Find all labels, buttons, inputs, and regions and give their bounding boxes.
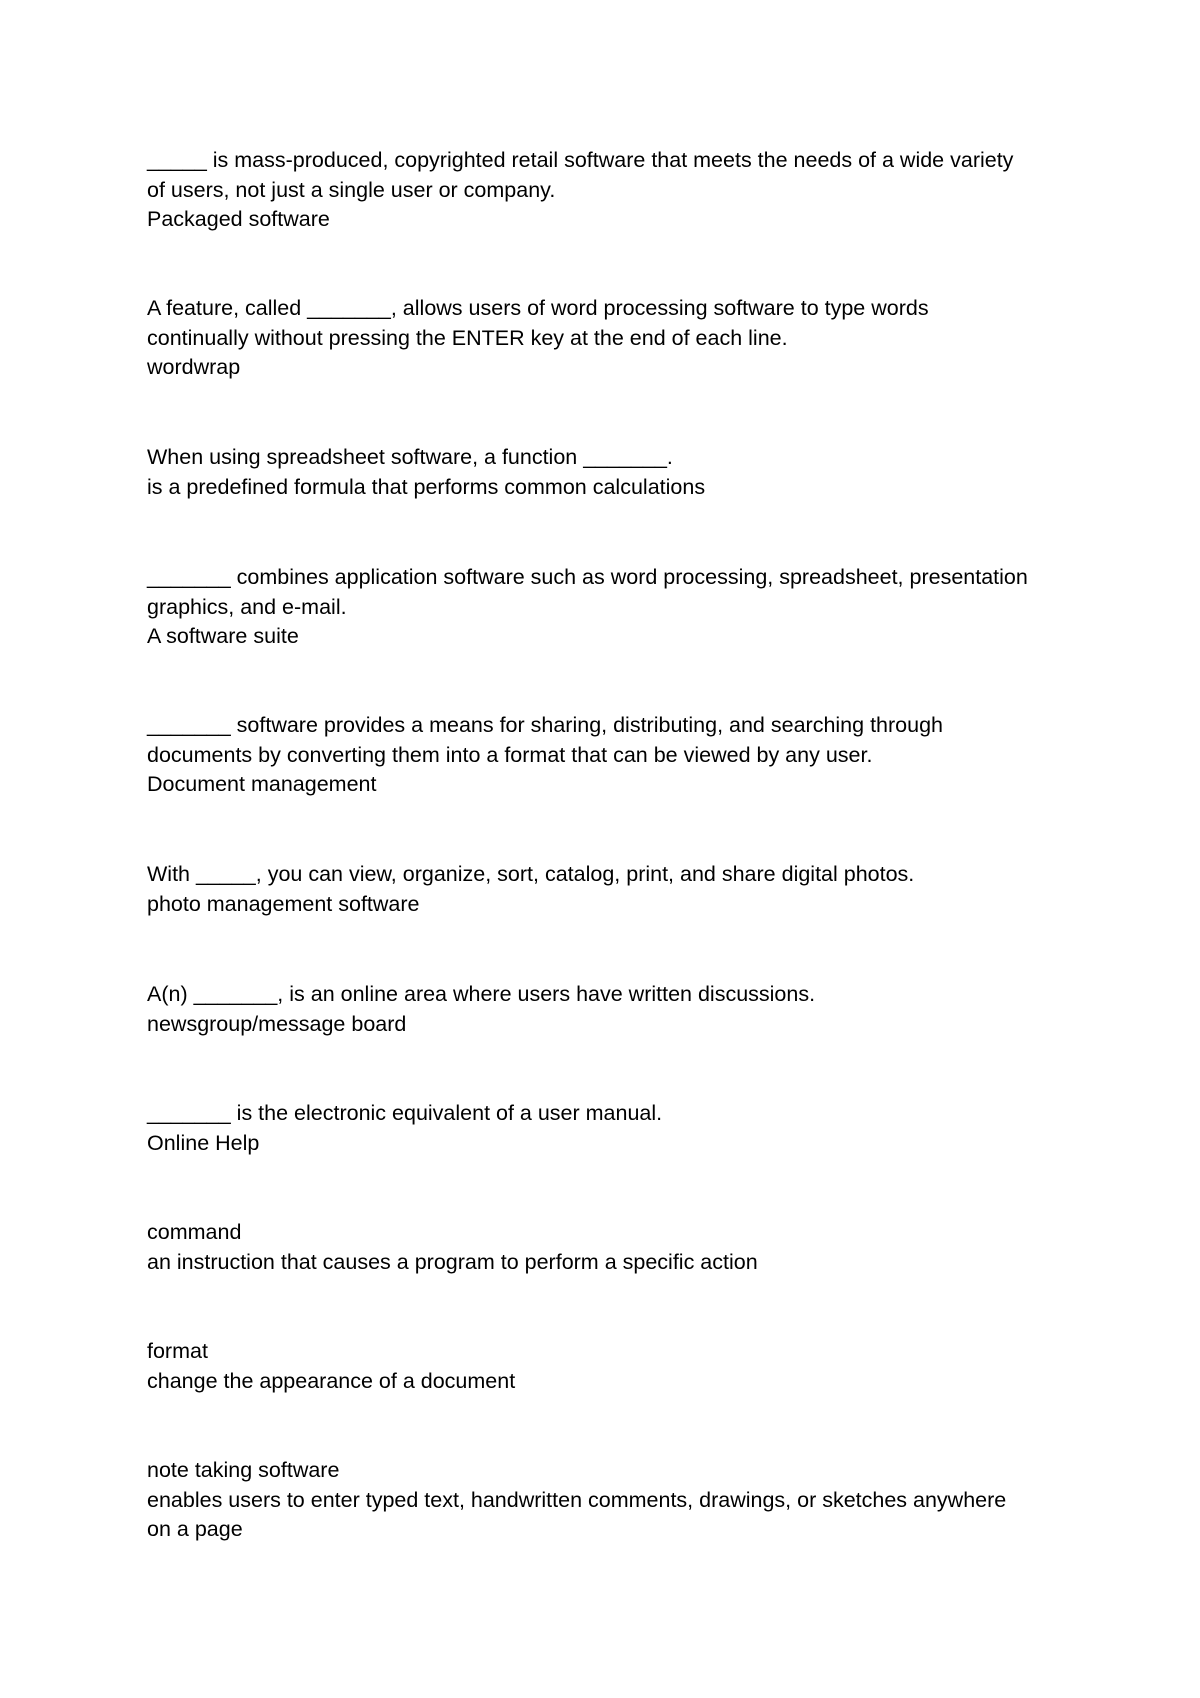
answer-line: Online Help xyxy=(147,1130,260,1155)
flashcard-entry xyxy=(147,980,1067,1039)
flashcard-entry xyxy=(147,860,1067,919)
flashcard-entry xyxy=(147,563,1067,652)
question-line: _____ is mass-produced, copyrighted retail software that meets the needs of a wide variety xyxy=(147,148,1014,172)
answer-line: photo management software xyxy=(147,891,420,916)
question-line: A feature, called _______, allows users of word processing software to type words xyxy=(147,296,929,320)
question-line: graphics, and e-mail. xyxy=(147,594,347,619)
question-line: With _____, you can view, organize, sort, catalog, print, and share digital photos. xyxy=(147,862,915,886)
flashcard-entry xyxy=(147,146,1067,235)
flashcard-entry xyxy=(147,1456,1067,1545)
answer-line: an instruction that causes a program to perform a specific action xyxy=(147,1249,758,1274)
answer-line: wordwrap xyxy=(147,355,241,379)
question-line: When using spreadsheet software, a function _______. xyxy=(147,445,673,469)
question-line: _______ software provides a means for sharing, distributing, and searching through xyxy=(147,713,943,737)
question-line: _______ is the electronic equivalent of a user manual. xyxy=(147,1101,663,1125)
question-line: _______ combines application software such as word processing, spreadsheet, presentation xyxy=(147,565,1028,589)
flashcard-entry xyxy=(147,1099,1067,1158)
flashcard-entry xyxy=(147,711,1067,800)
answer-line: change the appearance of a document xyxy=(147,1368,516,1393)
answer-line: is a predefined formula that performs common calculations xyxy=(147,474,706,499)
question-line: command xyxy=(147,1220,242,1244)
answer-line: Document management xyxy=(147,772,377,796)
question-line: continually without pressing the ENTER key at the end of each line. xyxy=(147,325,788,350)
answer-line: on a page xyxy=(147,1517,243,1541)
question-line: note taking software xyxy=(147,1458,340,1482)
answer-line: Packaged software xyxy=(147,207,330,231)
flashcard-entry xyxy=(147,1218,1067,1277)
question-line: format xyxy=(147,1339,208,1363)
question-line: A(n) _______, is an online area where users have written discussions. xyxy=(147,982,816,1006)
answer-line: A software suite xyxy=(147,624,299,648)
answer-line: newsgroup/message board xyxy=(147,1011,407,1036)
flashcard-entry xyxy=(147,1337,1067,1396)
flashcard-entry xyxy=(147,294,1067,383)
answer-line: enables users to enter typed text, handwritten comments, drawings, or sketches anywhere xyxy=(147,1487,1007,1512)
flashcard-entry xyxy=(147,443,1067,502)
question-line: documents by converting them into a format that can be viewed by any user. xyxy=(147,742,873,767)
question-line: of users, not just a single user or company. xyxy=(147,177,556,202)
